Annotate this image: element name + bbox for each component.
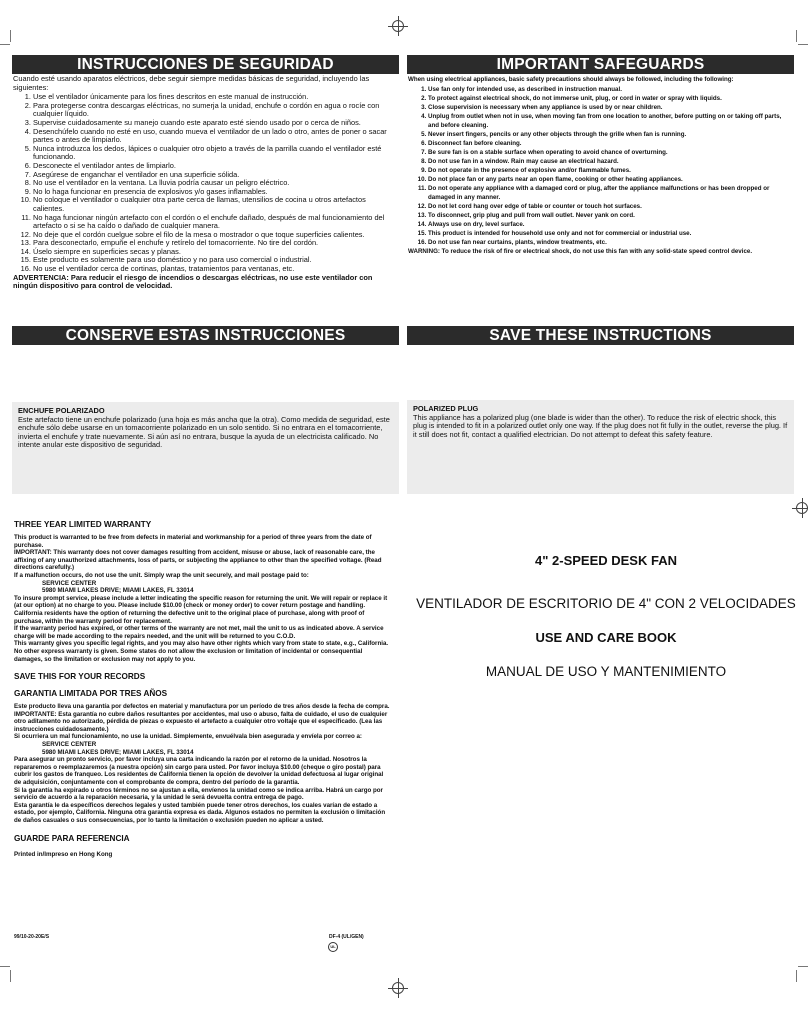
crop-mark	[0, 44, 10, 45]
registration-mark-right	[792, 498, 808, 518]
list-item: 9. No lo haga funcionar en presencia de explosivos y/o gases inflamables.	[33, 188, 398, 197]
warranty-en-heading: THREE YEAR LIMITED WARRANTY	[14, 520, 152, 529]
list-item: 2. Para protegerse contra descargas eléctricas, no sumerja la unidad, enchufe o cordón en agua o rocíe con cualquier líquido.	[33, 102, 398, 119]
list-item: 1. Use fan only for intended use, as described in instruction manual.	[428, 85, 793, 94]
list-item: 6. Desconecte el ventilador antes de limpiarlo.	[33, 162, 398, 171]
spanish-warning: ADVERTENCIA: Para reducir el riesgo de incendios o descargas eléctricas, no use este ventilador con ningún dispositivo para control de velocidad.	[13, 272, 373, 291]
list-item: 12. Do not let cord hang over edge of table or counter or touch hot surfaces.	[428, 202, 793, 211]
list-item: 9. Do not operate in the presence of explosive and/or flammable fumes.	[428, 166, 793, 175]
printed-in: Printed in/Impreso en Hong Kong	[14, 850, 113, 858]
warranty-es-paragraph: Este producto lleva una garantía por defectos en material y manufactura por un período de tres años desde la fecha de compra.	[14, 703, 390, 711]
crop-mark	[0, 966, 10, 967]
warranty-es-paragraph: Si la garantía ha expirado u otros términos no se ajustan a ella, envíenos la unidad como se indica arriba. Habrá un cargo por servicio de acuerdo a la reparación necesaria, y la unidad le será devuelta contra entrega de pago.	[14, 786, 383, 802]
warranty-es-save: GUARDE PARA REFERENCIA	[14, 833, 130, 843]
list-item: 10. No coloque el ventilador o cualquier otra parte cerca de llamas, utensilios de cocina u otros artefactos calientes.	[33, 196, 398, 213]
warranty-en-paragraph: IMPORTANT: This warranty does not cover damages resulting from accident, misuse or abuse, lack of reasonable care, the affixing of any unauthorized attachments, loss of parts, or subjecting the appliance to other than the specified voltage. (Read directions carefully.)	[14, 549, 382, 572]
warranty-es-heading: GARANTIA LIMITADA POR TRES AÑOS	[14, 689, 168, 699]
warranty-en-paragraph: This product is warranted to be free from defects in material and workmanship for a period of three years from the date of purchase.	[14, 534, 372, 549]
list-item: 15. This product is intended for household use only and not for commercial or industrial use.	[428, 229, 793, 238]
spanish-safety-list	[13, 93, 398, 273]
list-item: 3. Supervise cuidadosamente su manejo cuando este aparato esté siendo usado por o cerca de niños.	[33, 119, 398, 128]
english-save-banner: SAVE THESE INSTRUCTIONS	[407, 326, 794, 345]
spanish-save-banner: CONSERVE ESTAS INSTRUCCIONES	[12, 326, 399, 345]
warranty-es-paragraph: IMPORTANTE: Esta garantía no cubre daños resultantes por accidentes, mal uso o abuso, falta de cuidado, el uso de cualquier otro aditamento no autorizado, pérdida de piezas o expuesto el artefacto a cualquier otro voltaje que el especificado. (Lea las instrucciones cuidadosamente.)	[14, 710, 388, 733]
footer-code-left: 99/10-20-20E/S	[14, 934, 50, 940]
list-item: 14. Always use on dry, level surface.	[428, 220, 793, 229]
list-item: 11. Do not operate any appliance with a damaged cord or plug, after the appliance malfunctions or has been dropped or damaged in any manner.	[428, 184, 793, 202]
english-safety-column	[408, 75, 793, 256]
warranty-en-paragraph: To insure prompt service, please include a letter indicating the specific reason for returning the unit. We will repair or replace it (at our option) at no charge to you. Please include $10.00 (check or money order) to cover return postage and handling. California residents have the option of returning the defective unit to the original place of purchase, along with proof of purchase, within the warranty period for replacement.	[14, 594, 388, 625]
spanish-safety-intro: Cuando esté usando aparatos eléctricos, debe seguir siempre medidas básicas de seguridad, incluyendo las siguientes:	[13, 74, 370, 92]
warranty-es-paragraph: Para asegurar un pronto servicio, por favor incluya una carta indicando la razón por el retorno de la unidad. Nosotros la repararemos o reemplazaremos (a nuestra opción) sin cargo para usted. Por favor incluya $10.00 (cheque o giro postal) para cubrir los gastos de franqueo. Los residentes de California tienen la opción de devolver la unidad defectuosa al lugar original de adquisición, conjuntamente con el comprobante de compra, dentro del período de la garantía.	[14, 756, 384, 787]
book-title-es: MANUAL DE USO Y MANTENIMIENTO	[485, 664, 727, 679]
crop-mark	[10, 970, 11, 982]
list-item: 13. To disconnect, grip plug and pull from wall outlet. Never yank on cord.	[428, 211, 793, 220]
warranty-en-save: SAVE THIS FOR YOUR RECORDS	[14, 672, 146, 682]
registration-mark-bottom	[388, 978, 408, 998]
english-safety-intro: When using electrical appliances, basic safety precautions should always be followed, including the following:	[408, 76, 734, 83]
english-plug-text: This appliance has a polarized plug (one blade is wider than the other). To reduce the risk of electric shock, this plug is intended to fit in a polarized outlet only one way. If the plug does not fit fully in the outlet, reverse the plug. If it still does not fit, contact a qualified electrician. Do not attempt to defeat this safety feature.	[413, 412, 788, 439]
list-item: 11. No haga funcionar ningún artefacto con el cordón o el enchufe dañado, después de mal funcionamiento del artefacto o si se ha caído o dañado de cualquier manera.	[33, 214, 398, 231]
service-center-name: SERVICE CENTER	[42, 741, 97, 749]
crop-mark	[796, 970, 797, 982]
english-safety-heading: IMPORTANT SAFEGUARDS	[407, 55, 794, 74]
list-item: 5. Nunca introduzca los dedos, lápices o cualquier otro objeto a través de la parrilla cuando el ventilador esté funcionando.	[33, 145, 398, 162]
spanish-plug-box	[12, 402, 399, 494]
footer-code-right: DF-4 (UL/GEN)	[329, 934, 364, 940]
list-item: 3. Close supervision is necessary when any appliance is used by or near children.	[428, 103, 793, 112]
list-item: 8. Do not use fan in a window. Rain may cause an electrical hazard.	[428, 157, 793, 166]
warranty-en-paragraph: This warranty gives you specific legal rights, and you may also have other rights which vary from state to state, e.g., California. No other express warranty is given. Some states do not allow the exclusion or limitation of incidental or consequential damages, so the limitation or exclusion may not apply to you.	[14, 640, 389, 663]
ul-listed-icon: UL	[328, 942, 338, 952]
crop-mark	[796, 30, 797, 42]
list-item: 8. No use el ventilador en la ventana. La lluvia podría causar un peligro eléctrico.	[33, 179, 398, 188]
service-center-address: 5980 MIAMI LAKES DRIVE; MIAMI LAKES, FL 33014	[42, 748, 194, 756]
list-item: 7. Be sure fan is on a stable surface when operating to avoid chance of overturning.	[428, 148, 793, 157]
spanish-safety-heading: INSTRUCCIONES DE SEGURIDAD	[12, 55, 399, 74]
english-plug-box	[407, 400, 794, 494]
list-item: 13. Para desconectarlo, empuñe el enchufe y retírelo del tomacorriente. No tire del cordón.	[33, 239, 398, 248]
warranty-es-paragraph: Si ocurriera un mal funcionamiento, no use la unidad. Simplemente, envuélvala bien asegurada y envíela por correo a:	[14, 733, 362, 741]
spanish-safety-column	[13, 75, 398, 291]
warranty-en-paragraph: If the warranty period has expired, or other terms of the warranty are not met, mail the unit to us as indicated above. A service charge will be made according to the repairs needed, and the unit will be returned to you C.O.D.	[14, 625, 384, 640]
list-item: 4. Desenchúfelo cuando no esté en uso, cuando mueva el ventilador de un lado o otro, antes de poner o sacar partes o antes de limpiarlo.	[33, 128, 398, 145]
list-item: 2. To protect against electrical shock, do not immerse unit, plug, or cord in water or spray with liquids.	[428, 94, 793, 103]
crop-mark	[798, 966, 808, 967]
warranty-es-paragraph: Esta garantía le da específicos derechos legales y usted también puede tener otros derechos, los cuales varían de estado a estado, por ejemplo, California. Ninguna otra garantía expresa es dada. Algunos estados no permiten la exclusión o limitación de daños casuales o sus consecuencias, por lo tanto la limitación o exclusión pueden no aplicar a usted.	[14, 801, 386, 824]
product-title-es: VENTILADOR DE ESCRITORIO DE 4" CON 2 VELOCIDADES	[416, 596, 796, 611]
list-item: 6. Disconnect fan before cleaning.	[428, 139, 793, 148]
spanish-plug-text: Este artefacto tiene un enchufe polarizado (una hoja es más ancha que la otra). Como medida de seguridad, este enchufe sólo debe usarse en un tomacorriente polarizado en un solo sentido. Si no entrara en el tomacorriente, invierta el enchufe y trate nuevamente. Si aún así no entrara, busque la ayuda de un electricista calificado. No intente anular este dispositivo de seguridad.	[18, 414, 390, 450]
service-center-name: SERVICE CENTER	[42, 579, 97, 587]
warranty-section	[14, 520, 391, 858]
english-plug-title: POLARIZED PLUG	[413, 404, 479, 413]
list-item: 14. Úselo siempre en superficies secas y planas.	[33, 248, 398, 257]
list-item: 4. Unplug from outlet when not in use, when moving fan from one location to another, before putting on or taking off parts, and before cleaning.	[428, 112, 793, 130]
product-title-en: 4" 2-SPEED DESK FAN	[535, 553, 677, 568]
list-item: 16. Do not use fan near curtains, plants, window treatments, etc.	[428, 238, 793, 247]
warranty-en-paragraph: If a malfunction occurs, do not use the unit. Simply wrap the unit securely, and mail postage paid to:	[14, 571, 309, 579]
crop-mark	[10, 30, 11, 42]
list-item: 10. Do not place fan or any parts near an open flame, cooking or other heating appliances.	[428, 175, 793, 184]
list-item: 16. No use el ventilador cerca de cortinas, plantas, tratamientos para ventanas, etc.	[33, 265, 398, 274]
book-title-en: USE AND CARE BOOK	[535, 630, 677, 645]
spanish-plug-title: ENCHUFE POLARIZADO	[18, 406, 105, 415]
list-item: 7. Asegúrese de enganchar el ventilador en una superficie sólida.	[33, 171, 398, 180]
list-item: 12. No deje que el cordón cuelgue sobre el filo de la mesa o mostrador o que toque superficies calientes.	[33, 231, 398, 240]
english-safety-list	[408, 85, 793, 247]
english-warning: WARNING: To reduce the risk of fire or electrical shock, do not use this fan with any solid-state speed control device.	[408, 248, 753, 255]
list-item: 5. Never insert fingers, pencils or any other objects through the grille when fan is running.	[428, 130, 793, 139]
service-center-address: 5980 MIAMI LAKES DRIVE; MIAMI LAKES, FL 33014	[42, 587, 194, 595]
registration-mark-top	[388, 16, 408, 36]
list-item: 15. Este producto es solamente para uso doméstico y no para uso comercial o industrial.	[33, 256, 398, 265]
crop-mark	[798, 44, 808, 45]
list-item: 1. Use el ventilador únicamente para los fines descritos en este manual de instrucción.	[33, 93, 398, 102]
